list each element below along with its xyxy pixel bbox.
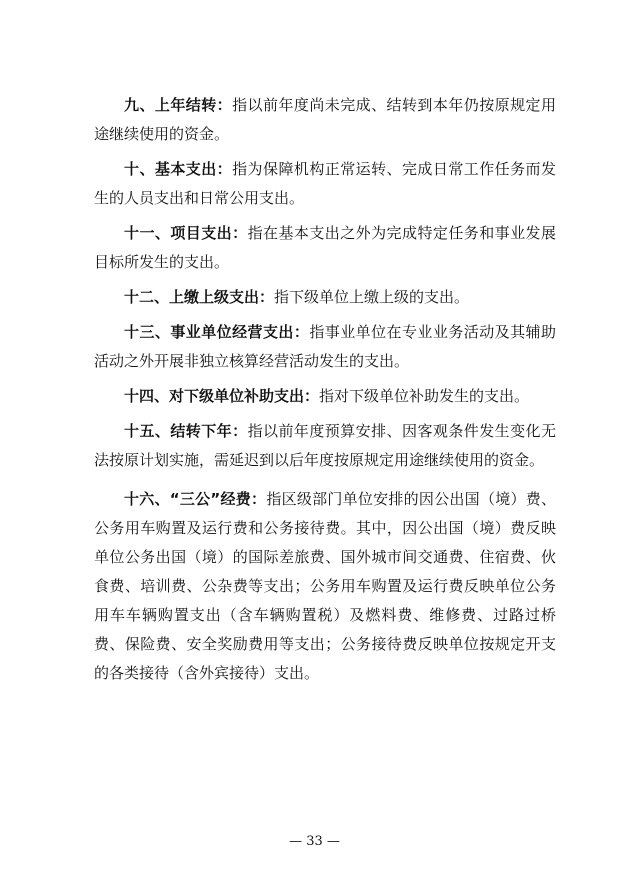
term-label: 十三、事业单位经营支出： [124,323,310,341]
definition-text: 指事业单位在专业业务活动及其辅助活动之外开展非独立核算经营活动发生的支出。 [94,323,556,370]
term-label: 十一、项目支出： [124,224,248,242]
definition-text: 指为保障机构正常运转、完成日常工作任务而发生的人员支出和日常公用支出。 [94,160,556,207]
definition-paragraph-10 [94,155,556,213]
definition-text: 指区级部门单位安排的因公出国（境）费、公务用车购置及运行费和公务接待费。其中，因公出国（境）费反映单位公务出国（境）的国际差旅费、国外城市间交通费、住宿费、伙食费、培训费、公杂费等支出；公务用车购置及运行费反映单位公务用车车辆购置支出（含车辆购置税）及燃料费、维修费、过路过桥费、保险费、安全奖励费用等支出；公务接待费反映单位按规定开支的各类接待（含外宾接待）支出。 [94,490,556,682]
definition-paragraph-16 [94,485,556,688]
definition-paragraph-11 [94,219,556,277]
term-label: 十、基本支出： [124,160,233,178]
term-label: 九、上年结转： [124,96,233,114]
definition-paragraph-12 [94,283,556,312]
definition-paragraph-14 [94,382,556,411]
definition-text: 指以前年度尚未完成、结转到本年仍按原规定用途继续使用的资金。 [94,96,556,143]
document-body [94,91,556,694]
definition-paragraph-13 [94,318,556,376]
definition-text: 指下级单位上缴上级的支出。 [274,288,470,306]
definition-text: 指在基本支出之外为完成特定任务和事业发展目标所发生的支出。 [94,224,556,271]
term-label: 十六、“三公”经费： [124,490,267,508]
page-number: — 33 — [289,834,340,849]
definition-text: 指以前年度预算安排、因客观条件发生变化无法按原计划实施，需延迟到以后年度按原规定用途继续使用的资金。 [94,422,556,469]
definition-text: 指对下级单位补助发生的支出。 [319,387,530,405]
term-label: 十四、对下级单位补助支出： [124,387,320,405]
term-label: 十二、上缴上级支出： [124,288,275,306]
definition-paragraph-9 [94,91,556,149]
definition-paragraph-15 [94,417,556,475]
term-label: 十五、结转下年： [124,422,248,440]
